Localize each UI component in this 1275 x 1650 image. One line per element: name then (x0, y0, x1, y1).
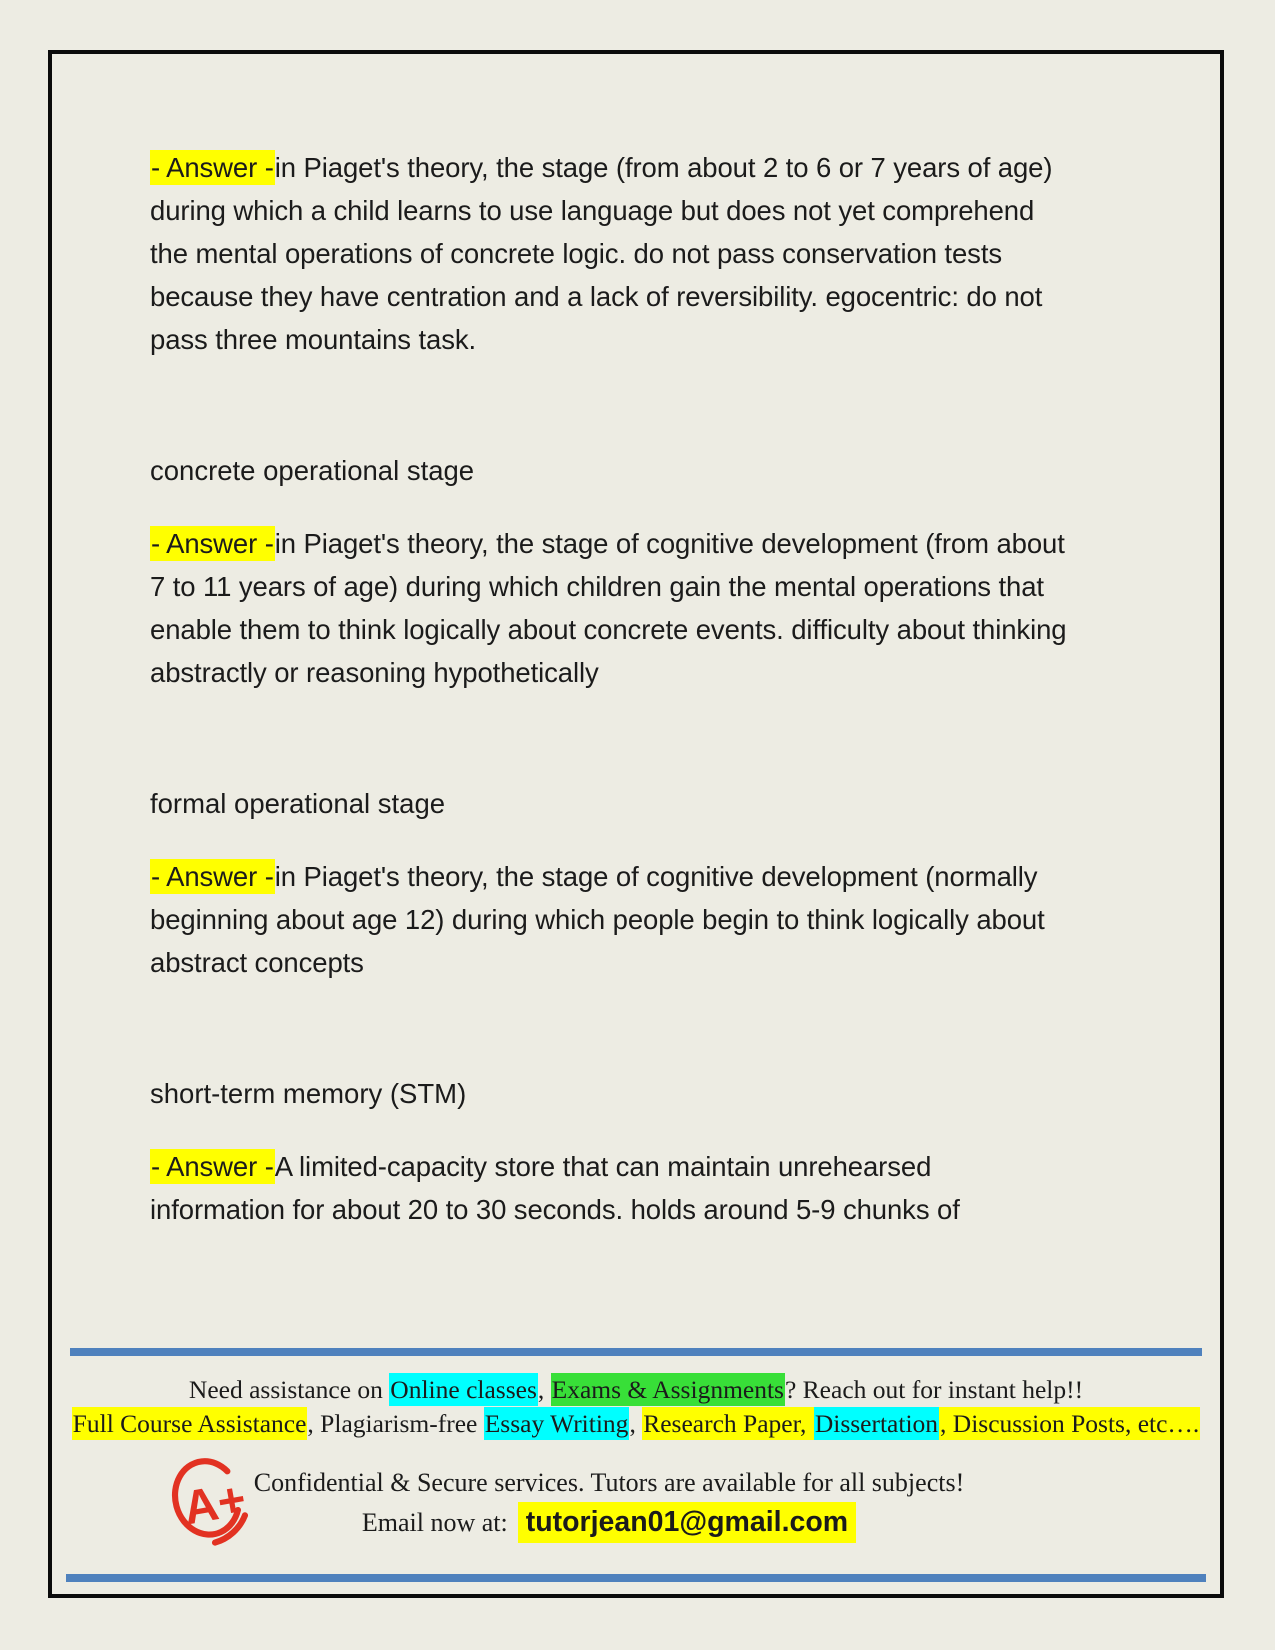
document-body (52, 54, 1220, 1231)
promo-text-block (252, 1466, 966, 1540)
answer-label: - Answer - (151, 152, 274, 183)
page-frame (48, 50, 1224, 1598)
bottom-divider-line (66, 1574, 1206, 1582)
qa-section-formal-operational (150, 782, 1070, 984)
ad-text: , (629, 1409, 643, 1438)
a-plus-grade-logo-icon (164, 1455, 252, 1551)
logo-a-plus-text: A+ (179, 1472, 250, 1536)
qa-section-concrete-operational (150, 449, 1070, 694)
ad-text-research-paper: Research Paper, (643, 1409, 813, 1438)
email-address: tutorjean01@gmail.com (518, 1502, 856, 1543)
ad-text: , (537, 1375, 551, 1404)
ad-text-essay-writing: Essay Writing (484, 1409, 629, 1438)
answer-text: A limited-capacity store that can maintain unrehearsed information for about 20 to 30 seconds. holds around 5-9 chunks of (150, 1151, 960, 1225)
ad-text-online-classes: Online classes (390, 1375, 537, 1404)
term-heading: short-term memory (STM) (150, 1078, 467, 1109)
spacer (66, 1552, 1206, 1574)
answer-text: in Piaget's theory, the stage (from about 2 to 6 or 7 years of age) during which a child learns to use language but does not yet comprehend the mental operations of concrete logic. do not pass conservation tests because they have centration and a lack of reversibility. egocentric: do not pass three mountains task. (150, 152, 1053, 355)
ad-text-dissertation: Dissertation (814, 1409, 939, 1438)
answer-paragraph (150, 855, 1070, 984)
answer-label: - Answer - (151, 861, 274, 892)
assistance-line (66, 1373, 1206, 1406)
answer-text: in Piaget's theory, the stage of cognitive development (normally beginning about age 12) during which people begin to think logically about abstract concepts (150, 861, 1045, 978)
answer-label: - Answer - (151, 1151, 274, 1182)
ad-text: , Plagiarism-free (307, 1409, 484, 1438)
top-divider-line (70, 1348, 1202, 1356)
ad-text-exams-assignments: Exams & Assignments (551, 1375, 784, 1404)
ad-text: ? Reach out for instant help!! (784, 1375, 1084, 1404)
answer-paragraph (150, 146, 1070, 361)
email-label: Email now at: (361, 1508, 508, 1537)
email-line (252, 1505, 966, 1540)
term-heading: formal operational stage (150, 788, 446, 819)
services-line (66, 1407, 1206, 1440)
term-heading: concrete operational stage (150, 455, 475, 486)
answer-paragraph (150, 522, 1070, 694)
answer-paragraph (150, 1145, 1070, 1231)
qa-section-short-term-memory (150, 1072, 1070, 1231)
ad-text-full-course: Full Course Assistance (72, 1409, 307, 1438)
ad-text-discussion-posts: , Discussion Posts, etc…. (940, 1409, 1200, 1438)
answer-text: in Piaget's theory, the stage of cognitive development (from about 7 to 11 years of age) during which children gain the mental operations that enable them to think logically about concrete events. difficulty about thinking abstractly or reasoning hypothetically (150, 528, 1067, 688)
qa-section-preoperational (150, 146, 1070, 361)
promo-row (66, 1454, 1206, 1552)
ad-text: Need assistance on (188, 1375, 390, 1404)
answer-label: - Answer - (151, 528, 274, 559)
promo-footer (66, 1348, 1206, 1582)
confidential-line: Confidential & Secure services. Tutors are available for all subjects! (253, 1468, 965, 1497)
